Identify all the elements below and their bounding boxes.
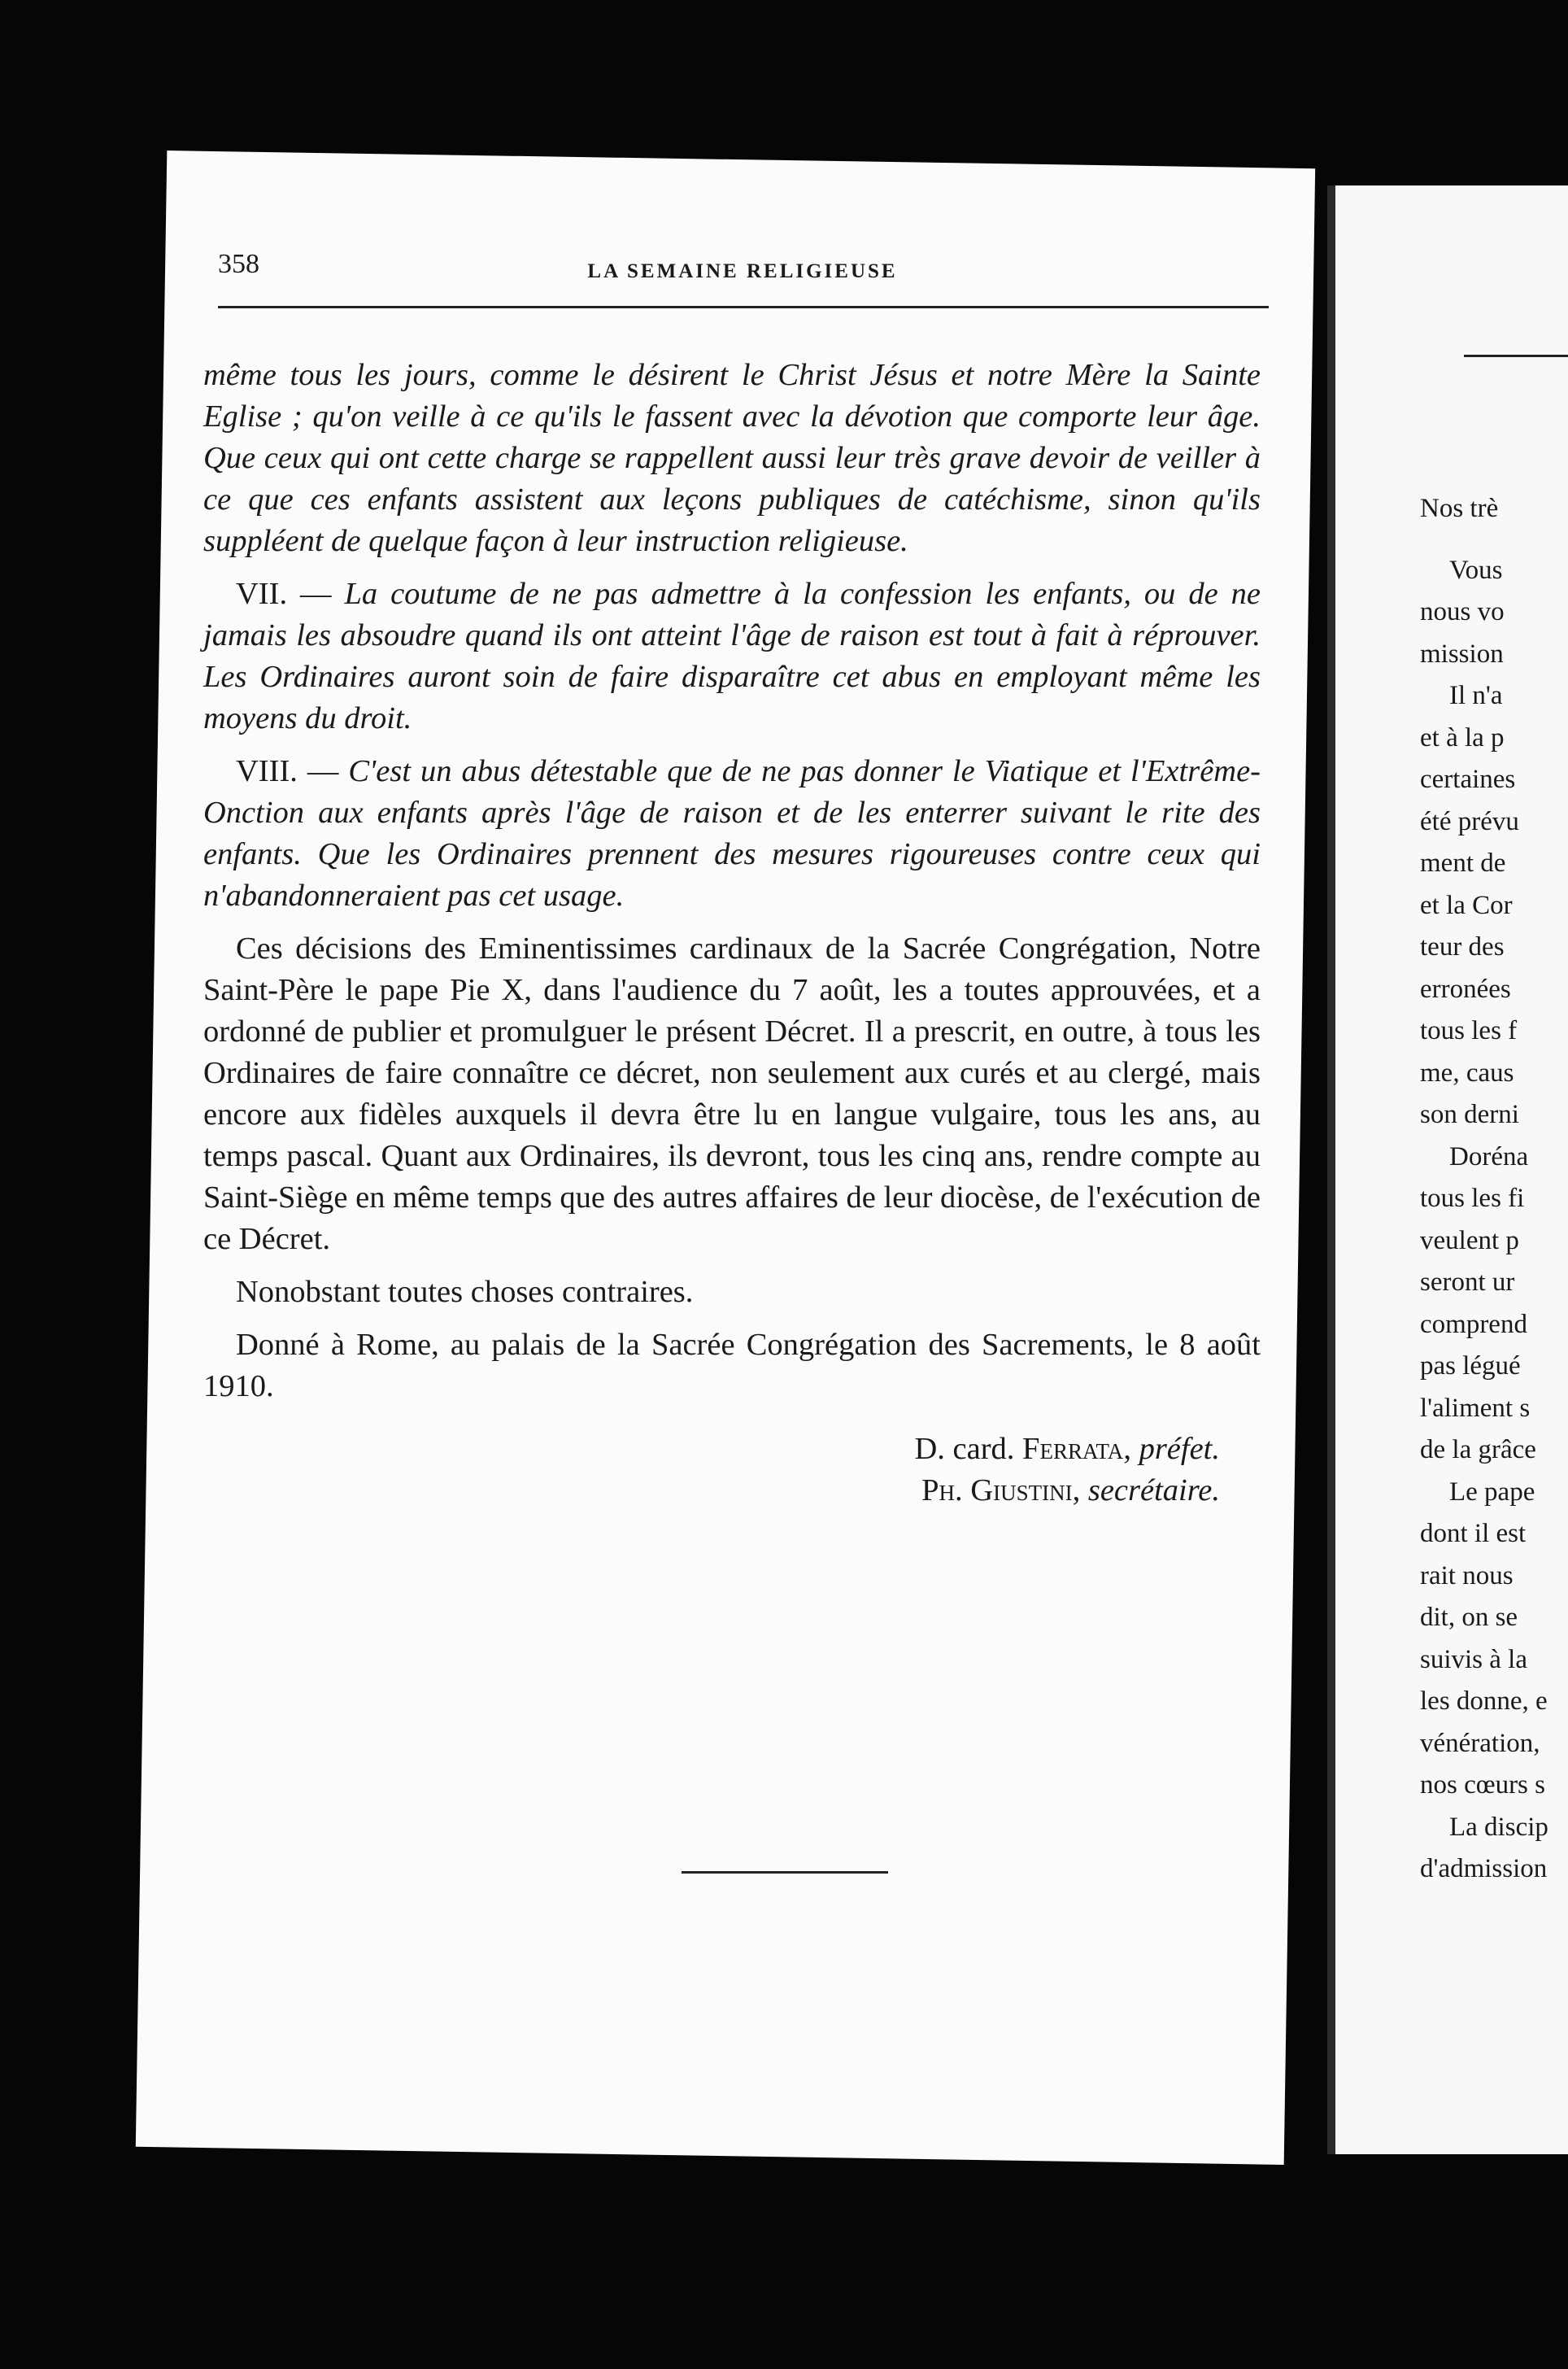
- facing-line: erronées: [1420, 974, 1511, 1004]
- paragraph-viii-text: C'est un abus détestable que de ne pas donner le Viatique et l'Extrême-Onction aux enfants après l'âge de raison et de les enterrer suivant le rite des enfants. Que les Ordinaires prennent des mesures rigoureuses contre ceux qui n'abandonneraient pas cet usage.: [203, 754, 1261, 913]
- page-number: 358: [218, 249, 259, 279]
- facing-line: tous les fi: [1420, 1184, 1525, 1213]
- facing-line: nos cœurs s: [1420, 1770, 1545, 1800]
- signature-prefect-prefix: D. card.: [914, 1432, 1015, 1466]
- signature-secretary-prefix: Ph.: [921, 1473, 963, 1507]
- facing-line: Vous: [1449, 555, 1503, 585]
- signature-secretary-name: Giustini: [970, 1473, 1073, 1507]
- signature-prefect-name: Ferrata: [1022, 1432, 1124, 1466]
- facing-line: seront ur: [1420, 1267, 1515, 1297]
- facing-line: veulent p: [1420, 1225, 1519, 1255]
- facing-line: l'aliment s: [1420, 1393, 1531, 1423]
- facing-line: rait nous: [1420, 1560, 1514, 1590]
- closing-rule: [682, 1871, 888, 1874]
- paragraph-continuation: même tous les jours, comme le désirent le Christ Jésus et notre Mère la Sainte Eglise ; qu'on veille à ce qu'ils le fassent avec la dévotion que comporte leur âge. Que ceux qui ont cette charge se rappellent aussi leur très grave devoir de veiller à ce que ces enfants assistent aux leçons publiques de catéchisme, sinon qu'ils suppléent de quelque façon à leur instruction religieuse.: [203, 358, 1261, 558]
- facing-line: certaines: [1420, 765, 1516, 794]
- signature-secretary-title: secrétaire.: [1087, 1473, 1220, 1507]
- running-head: LA SEMAINE RELIGIEUSE: [587, 260, 898, 282]
- facing-page-text: [1420, 488, 1568, 1891]
- facing-line: dont il est: [1420, 1519, 1527, 1548]
- facing-page-rule: [1464, 355, 1568, 357]
- facing-line: teur des: [1420, 932, 1505, 962]
- facing-line: mission: [1420, 639, 1504, 669]
- facing-line: et à la p: [1420, 722, 1505, 753]
- paragraph-decisions: Ces décisions des Eminentissimes cardinaux de la Sacrée Congrégation, Notre Saint-Père le pape Pie X, dans l'audience du 7 août, les a toutes approuvées, et a ordonné de publier et promulguer le présent Décret. Il a prescrit, en outre, à tous les Ordinaires de faire connaître ce décret, non seulement aux curés et au clergé, mais encore aux fidèles auxquels il devra être lu en langue vulgaire, tous les ans, au temps pascal. Quant aux Ordinaires, ils devront, tous les cinq ans, rendre compte au Saint-Siège en même temps que des autres affaires de leur diocèse, de l'exécution de ce Décret.: [203, 931, 1261, 1256]
- facing-line: me, caus: [1420, 1058, 1514, 1088]
- facing-line: Le pape: [1449, 1477, 1535, 1507]
- facing-line: La discip: [1449, 1812, 1548, 1842]
- paragraph-viii: [203, 751, 1261, 917]
- facing-line: Nos trè: [1420, 494, 1499, 523]
- facing-line: pas légué: [1420, 1351, 1521, 1381]
- facing-line: Doréna: [1449, 1141, 1529, 1171]
- facing-line: comprend: [1420, 1309, 1527, 1339]
- signature-secretary: Ph. Giustini, secrétaire.: [921, 1473, 1220, 1507]
- facing-line: dit, on se: [1420, 1603, 1518, 1632]
- section-number-vii: VII. —: [236, 577, 332, 611]
- page-body: [203, 355, 1261, 1512]
- paragraph-donne: Donné à Rome, au palais de la Sacrée Congrégation des Sacrements, le 8 août 1910.: [203, 1328, 1261, 1403]
- paragraph-nonobstant: Nonobstant toutes choses contraires.: [236, 1275, 694, 1309]
- facing-line: d'admission: [1420, 1854, 1548, 1883]
- section-number-viii: VIII. —: [236, 754, 339, 788]
- paragraph-vii-text: La coutume de ne pas admettre à la confession les enfants, ou de ne jamais les absoudre quand ils ont atteint l'âge de raison est tout à fait à réprouver. Les Ordinaires auront soin de faire disparaître cet abus en employant même les moyens du droit.: [203, 577, 1261, 735]
- facing-line: Il n'a: [1449, 681, 1503, 710]
- facing-line: tous les f: [1420, 1016, 1518, 1045]
- facing-line: de la grâce: [1420, 1435, 1536, 1464]
- paragraph-vii: [203, 574, 1261, 739]
- facing-line: nous vo: [1420, 597, 1505, 626]
- facing-line: les donne, e: [1420, 1686, 1548, 1716]
- page-header: [218, 249, 1267, 298]
- facing-line: été prévu: [1420, 806, 1519, 836]
- facing-line: et la Cor: [1420, 890, 1513, 920]
- facing-line: ment de: [1420, 849, 1506, 878]
- signature-block: [203, 1429, 1261, 1512]
- facing-line: son derni: [1420, 1100, 1519, 1129]
- facing-line: vénération,: [1420, 1728, 1540, 1758]
- signature-prefect-title: préfet.: [1139, 1432, 1220, 1466]
- facing-line: suivis à la: [1420, 1644, 1527, 1674]
- header-rule: [218, 306, 1269, 308]
- signature-prefect: D. card. Ferrata, préfet.: [914, 1432, 1220, 1466]
